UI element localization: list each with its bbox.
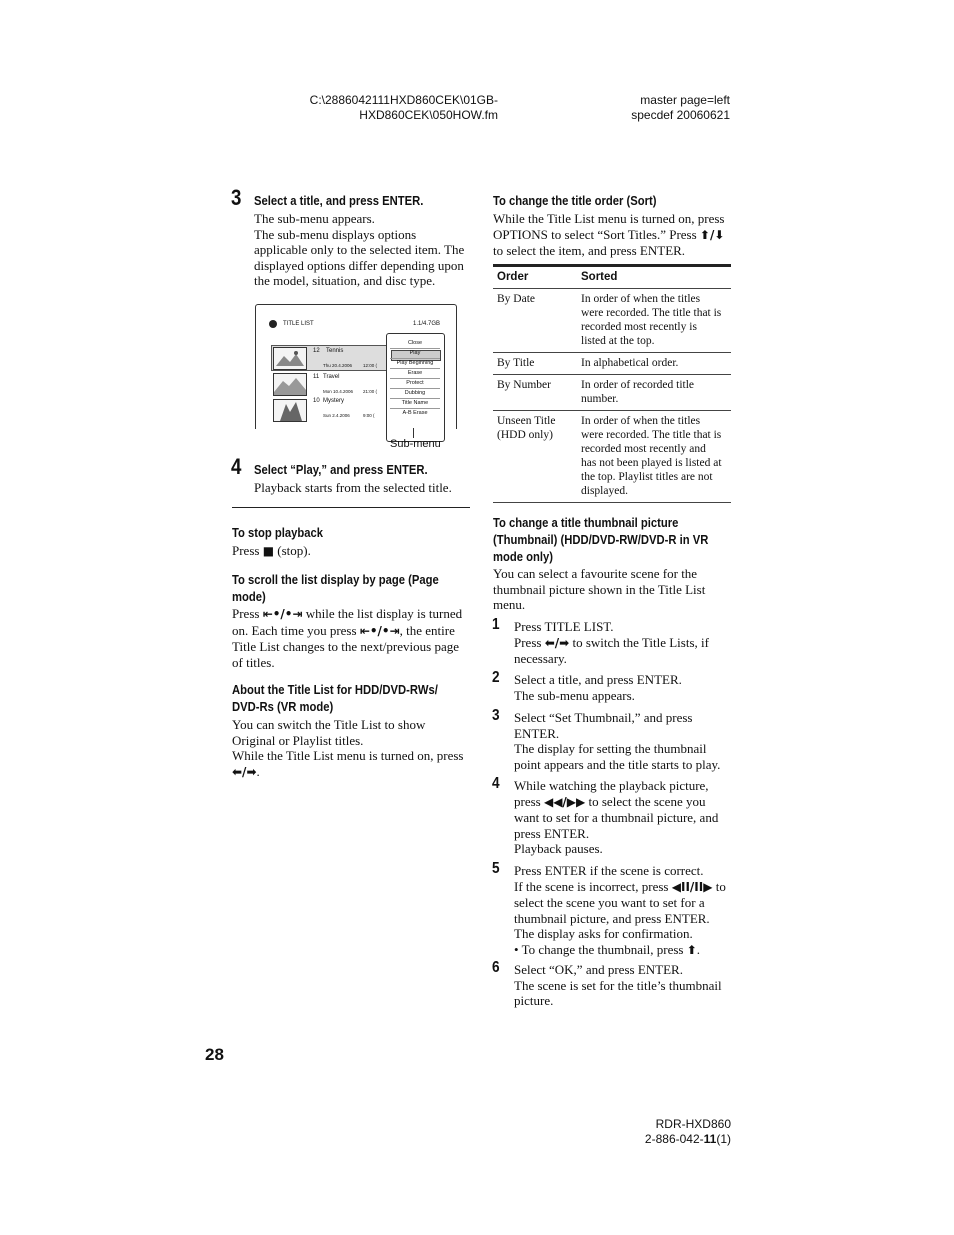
- callout-line: [413, 428, 414, 438]
- substep-line: necessary.: [514, 651, 567, 667]
- footer-code-prefix: 2-886-042-: [644, 1132, 704, 1146]
- table-cell-line: In order of when the titles: [581, 415, 701, 427]
- substep-line: Press: [514, 634, 545, 650]
- prev-next-icon: ⇤•/•⇥: [262, 607, 303, 621]
- title-list-screenshot: [255, 304, 457, 429]
- row-name: Tennis: [326, 348, 344, 354]
- scroll-line: while the list display is turned: [302, 606, 463, 621]
- disc-icon: [269, 320, 277, 328]
- table-cell-sorted: [577, 411, 731, 503]
- about-heading-line: DVD-Rs (VR mode): [232, 700, 334, 714]
- thumbnail-heading-line: mode only): [493, 550, 554, 564]
- substep-line: If the scene is incorrect, press: [514, 878, 672, 894]
- sort-line: While the Title List menu is turned on, press: [493, 211, 725, 226]
- substep-line: The scene is set for the title’s thumbnail: [514, 977, 722, 993]
- sort-heading: To change the title order (Sort): [493, 194, 657, 208]
- about-line: You can switch the Title List to show: [232, 717, 426, 732]
- substep-1-text: [514, 619, 734, 667]
- row-time: 9:00 (: [363, 413, 375, 418]
- scroll-line: Press: [232, 606, 263, 621]
- figure-image: [274, 400, 306, 421]
- substep-5-text: [514, 863, 734, 959]
- table-cell-order: [493, 289, 577, 353]
- table-cell-line: Unseen Title: [497, 415, 556, 427]
- step-3-line: displayed options differ depending upon: [254, 257, 464, 273]
- table-cell-line: number.: [581, 393, 619, 405]
- substep-6-number: 6: [492, 959, 500, 976]
- substep-line: .: [696, 941, 701, 957]
- scroll-text: [232, 606, 472, 670]
- row-name: Mystery: [323, 398, 344, 404]
- substep-line: want to set for a thumbnail picture, and: [514, 810, 719, 826]
- step-4-text: Playback starts from the selected title.: [254, 480, 452, 495]
- step-3-text: [254, 211, 474, 289]
- step-4-number: 4: [231, 454, 242, 479]
- step-3-line: The sub-menu displays options: [254, 226, 417, 242]
- thumbnail-intro-line: thumbnail picture shown in the Title List: [493, 581, 706, 597]
- stop-heading: To stop playback: [232, 526, 324, 540]
- about-heading: [232, 682, 438, 716]
- table-cell-line: recorded most recently and: [581, 443, 706, 455]
- stop-icon: ■: [262, 544, 275, 558]
- substep-line: Press TITLE LIST.: [514, 619, 614, 634]
- stop-text-after: (stop).: [274, 543, 311, 558]
- substep-line: While watching the playback picture,: [514, 778, 709, 793]
- substep-line: to switch the Title Lists, if: [569, 634, 709, 650]
- header-master-line1: master page=left: [640, 93, 730, 107]
- row-time: 21:00 (: [363, 389, 378, 394]
- substep-line: press: [514, 793, 544, 809]
- substep-line: Select a title, and press ENTER.: [514, 672, 682, 687]
- header-file-line1: C:\2886042111HXD860CEK\01GB-: [309, 93, 498, 107]
- table-cell-line: were recorded. The title that is: [581, 429, 722, 441]
- step-3-number: 3: [231, 185, 242, 210]
- scroll-heading-line: To scroll the list display by page (Page: [232, 573, 439, 587]
- step-3-title: Select a title, and press ENTER.: [254, 194, 424, 208]
- step-frame-icon: ◀II/II▶: [671, 879, 713, 894]
- substep-5-number: 5: [492, 860, 500, 877]
- step-4-title: Select “Play,” and press ENTER.: [254, 463, 428, 477]
- stop-text-before: Press: [232, 543, 263, 558]
- sort-line: to select the item, and press ENTER.: [493, 243, 686, 259]
- sub-menu-item: A-B Erase: [402, 410, 428, 416]
- thumbnail-intro-line: menu.: [493, 597, 526, 613]
- row-num: 11: [313, 374, 320, 380]
- about-line: Original or Playlist titles.: [232, 732, 364, 748]
- table-cell-line: the top. Playlist titles are not: [581, 471, 713, 483]
- sub-menu-item: Play: [390, 349, 440, 359]
- substep-line: • To change the thumbnail, press: [514, 941, 687, 957]
- substep-6-text: [514, 962, 734, 1009]
- substep-line: Playback pauses.: [514, 841, 603, 857]
- substep-line: The display asks for confirmation.: [514, 926, 693, 942]
- substep-line: Press ENTER if the scene is correct.: [514, 863, 704, 878]
- table-cell-sorted: [577, 353, 731, 375]
- about-heading-line: About the Title List for HDD/DVD-RWs/: [232, 683, 438, 697]
- thumbnail-mystery: [273, 399, 307, 422]
- table-cell-sorted: [577, 289, 731, 353]
- sub-menu-item: Dubbing: [390, 389, 440, 399]
- table-cell-line: By Date: [497, 293, 536, 305]
- thumbnail-tennis: [273, 347, 307, 370]
- row-date: Sun 2.4.2006: [323, 413, 350, 418]
- prev-next-icon: ⇤•/•⇥: [359, 623, 400, 638]
- table-header-order: Order: [493, 266, 577, 289]
- mountain-image: [274, 374, 306, 395]
- footer-code-suffix: (1): [716, 1132, 731, 1146]
- row-name: Travel: [323, 374, 340, 380]
- screenshot-capacity: 1.1/4.7GB: [413, 321, 441, 327]
- substep-line: picture.: [514, 993, 554, 1009]
- table-cell-line: recorded most recently is: [581, 321, 697, 333]
- sort-table-body: [493, 289, 731, 503]
- substep-line: Select “OK,” and press ENTER.: [514, 962, 683, 977]
- section-divider: [232, 507, 470, 508]
- table-cell-line: displayed.: [581, 485, 628, 497]
- thumbnail-heading: [493, 515, 708, 566]
- substep-4-text: [514, 778, 734, 857]
- substep-3-text: [514, 710, 734, 772]
- substep-line: to select the scene you: [585, 793, 706, 809]
- sub-menu-item: Play Beginning: [390, 359, 440, 369]
- rewind-forward-icon: ◀◀/▶▶: [543, 794, 586, 809]
- header-file-path: [300, 93, 498, 123]
- row-num: 12: [313, 348, 320, 354]
- table-cell-line: In order of when the titles: [581, 293, 701, 305]
- screenshot-title: TITLE LIST: [283, 321, 314, 327]
- header-file-line2: HXD860CEK\050HOW.fm: [359, 108, 498, 122]
- step-3-line: applicable only to the selected item. The: [254, 242, 465, 258]
- substep-line: press ENTER.: [514, 825, 590, 841]
- left-right-arrow-icon: ⬅/➡: [232, 764, 257, 779]
- substep-line: Select “Set Thumbnail,” and press: [514, 710, 693, 725]
- thumbnail-heading-line: (Thumbnail) (HDD/DVD-RW/DVD-R in VR: [493, 533, 709, 547]
- substep-line: The sub-menu appears.: [514, 687, 635, 703]
- about-line: While the Title List menu is turned on, press: [232, 748, 464, 764]
- scroll-heading-line: mode): [232, 590, 266, 604]
- about-line: .: [256, 763, 260, 779]
- table-cell-line: listed at the top.: [581, 335, 655, 347]
- scroll-line: on. Each time you press: [232, 622, 360, 638]
- footer-model: RDR-HXD860: [655, 1117, 731, 1131]
- scroll-line: of titles.: [232, 654, 275, 670]
- substep-line: ENTER.: [514, 725, 560, 741]
- sub-menu-items: [390, 339, 440, 418]
- header-master-line2: specdef 20060621: [631, 108, 730, 122]
- sort-line: OPTIONS to select “Sort Titles.” Press: [493, 226, 700, 242]
- about-text: [232, 717, 472, 780]
- table-cell-line: By Number: [497, 379, 551, 391]
- up-arrow-icon: ⬆: [686, 942, 697, 957]
- header-master-info: [600, 93, 730, 123]
- sub-menu-item: Erase: [390, 369, 440, 379]
- row-date: Mon 10.4.2006: [323, 389, 354, 394]
- footer-code-bold: 11: [703, 1132, 717, 1146]
- table-row: [493, 289, 731, 353]
- up-down-arrow-icon: ⬆/⬇: [699, 227, 725, 242]
- thumbnail-intro: [493, 566, 733, 613]
- sort-table: [493, 264, 731, 503]
- thumbnail-heading-line: To change a title thumbnail picture: [493, 516, 679, 530]
- table-cell-line: has not been played is listed at: [581, 457, 722, 469]
- stop-text: [232, 543, 311, 560]
- page-number: 28: [205, 1045, 224, 1064]
- thumbnail-travel: [273, 373, 307, 396]
- substep-line: select the scene you want to set for a: [514, 895, 705, 911]
- table-row: [493, 375, 731, 411]
- scroll-line: Title List changes to the next/previous page: [232, 639, 459, 655]
- table-cell-order: [493, 375, 577, 411]
- left-right-arrow-icon: ⬅/➡: [544, 635, 570, 650]
- substep-line: point appears and the title starts to play.: [514, 756, 721, 772]
- footer-info: [600, 1117, 731, 1147]
- scroll-line: , the entire: [399, 622, 455, 638]
- sub-menu-callout: Sub-menu: [390, 438, 441, 450]
- sub-menu-item: Close: [390, 339, 440, 349]
- step-3-line: the model, situation, and disc type.: [254, 273, 436, 289]
- table-cell-order: [493, 411, 577, 503]
- table-cell-line: (HDD only): [497, 429, 553, 441]
- table-cell-line: In order of recorded title: [581, 379, 695, 391]
- row-num: 10: [313, 398, 320, 404]
- sub-menu-item: Protect: [390, 379, 440, 389]
- footer-code: [600, 1132, 731, 1147]
- substep-line: The display for setting the thumbnail: [514, 741, 707, 757]
- substep-line: thumbnail picture, and press ENTER.: [514, 910, 710, 926]
- row-time: 12:00 (: [363, 363, 378, 368]
- table-cell-sorted: [577, 375, 731, 411]
- tennis-image: [274, 348, 306, 369]
- substep-4-number: 4: [492, 775, 500, 792]
- substep-2-text: [514, 672, 734, 703]
- row-date: Thu 20.4.2006: [323, 363, 353, 368]
- table-cell-line: were recorded. The title that is: [581, 307, 722, 319]
- table-cell-line: In alphabetical order.: [581, 357, 679, 369]
- substep-1-number: 1: [492, 616, 500, 633]
- substep-2-number: 2: [492, 669, 500, 686]
- sort-text: [493, 211, 733, 259]
- table-cell-line: By Title: [497, 357, 535, 369]
- substep-line: to: [712, 878, 726, 894]
- table-cell-order: [493, 353, 577, 375]
- sub-menu-item: Title Name: [390, 399, 440, 409]
- table-row: [493, 353, 731, 375]
- table-row: [493, 411, 731, 503]
- substep-3-number: 3: [492, 707, 500, 724]
- scroll-heading: [232, 572, 439, 606]
- step-3-line: The sub-menu appears.: [254, 211, 375, 226]
- thumbnail-intro-line: You can select a favourite scene for the: [493, 566, 698, 581]
- table-header-sorted: Sorted: [577, 266, 731, 289]
